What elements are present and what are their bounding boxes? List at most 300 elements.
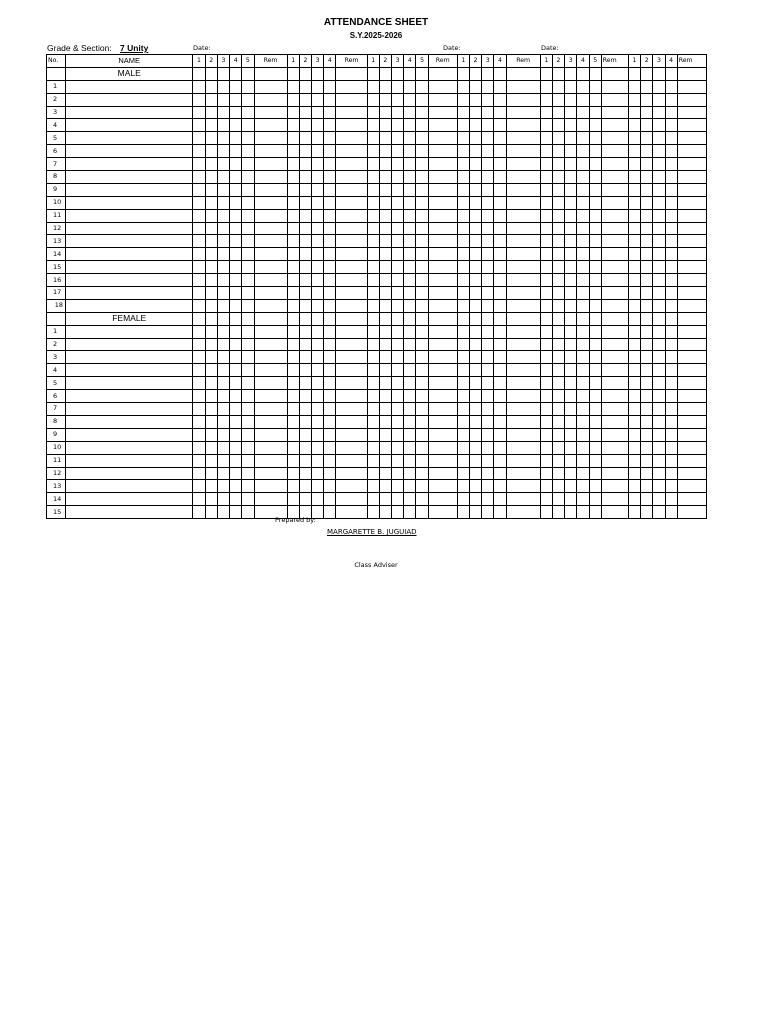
attendance-cell	[391, 428, 403, 441]
attendance-cell	[367, 506, 379, 519]
attendance-cell	[653, 158, 665, 171]
attendance-cell	[367, 171, 379, 184]
attendance-cell	[469, 338, 481, 351]
attendance-cell	[565, 132, 577, 145]
attendance-cell	[193, 377, 205, 390]
attendance-cell	[379, 171, 391, 184]
student-name-cell	[66, 158, 193, 171]
remarks-cell	[336, 171, 367, 184]
attendance-cell	[312, 390, 324, 403]
attendance-cell	[653, 299, 665, 312]
attendance-cell	[324, 287, 336, 300]
remarks-cell	[677, 364, 706, 377]
attendance-cell	[242, 312, 254, 325]
remarks-cell	[506, 428, 540, 441]
student-name-cell	[66, 480, 193, 493]
attendance-cell	[589, 428, 601, 441]
attendance-cell	[242, 454, 254, 467]
attendance-cell	[242, 158, 254, 171]
attendance-cell	[628, 222, 640, 235]
attendance-cell	[205, 209, 217, 222]
remarks-cell	[336, 415, 367, 428]
attendance-cell	[469, 287, 481, 300]
attendance-cell	[457, 299, 469, 312]
column-header-rem: Rem	[428, 55, 457, 68]
attendance-cell	[404, 351, 416, 364]
attendance-cell	[665, 145, 677, 158]
remarks-cell	[254, 106, 287, 119]
attendance-cell	[653, 454, 665, 467]
attendance-cell	[628, 287, 640, 300]
attendance-cell	[312, 183, 324, 196]
attendance-cell	[641, 390, 653, 403]
attendance-cell	[287, 390, 299, 403]
attendance-cell	[641, 480, 653, 493]
remarks-cell	[336, 158, 367, 171]
attendance-cell	[641, 403, 653, 416]
column-header-day: 2	[641, 55, 653, 68]
attendance-cell	[641, 325, 653, 338]
attendance-cell	[404, 441, 416, 454]
attendance-cell	[540, 80, 552, 93]
attendance-cell	[540, 132, 552, 145]
attendance-cell	[482, 312, 494, 325]
remarks-cell	[601, 377, 628, 390]
remarks-cell	[254, 132, 287, 145]
remarks-cell	[677, 209, 706, 222]
table-row	[47, 235, 707, 248]
attendance-cell	[287, 351, 299, 364]
attendance-cell	[299, 274, 311, 287]
attendance-cell	[589, 299, 601, 312]
attendance-cell	[217, 467, 229, 480]
attendance-cell	[367, 428, 379, 441]
attendance-cell	[628, 299, 640, 312]
attendance-cell	[469, 67, 481, 80]
student-name-cell	[66, 209, 193, 222]
remarks-cell	[336, 338, 367, 351]
row-number: 17	[47, 287, 66, 300]
attendance-cell	[230, 325, 242, 338]
attendance-cell	[482, 93, 494, 106]
attendance-cell	[205, 441, 217, 454]
attendance-cell	[391, 338, 403, 351]
attendance-cell	[391, 390, 403, 403]
column-header-day: 4	[230, 55, 242, 68]
attendance-cell	[205, 119, 217, 132]
attendance-cell	[324, 67, 336, 80]
attendance-cell	[217, 364, 229, 377]
attendance-cell	[193, 441, 205, 454]
remarks-cell	[601, 261, 628, 274]
attendance-cell	[589, 377, 601, 390]
attendance-cell	[205, 493, 217, 506]
attendance-cell	[287, 196, 299, 209]
attendance-cell	[482, 299, 494, 312]
remarks-cell	[254, 183, 287, 196]
attendance-cell	[628, 338, 640, 351]
row-number: 18	[47, 299, 66, 312]
attendance-cell	[193, 415, 205, 428]
column-header-no: No.	[47, 55, 66, 68]
attendance-cell	[540, 377, 552, 390]
column-header-name: NAME	[66, 55, 193, 68]
attendance-cell	[217, 428, 229, 441]
student-name-cell	[66, 222, 193, 235]
attendance-cell	[653, 106, 665, 119]
attendance-cell	[628, 312, 640, 325]
attendance-cell	[494, 467, 506, 480]
attendance-cell	[367, 467, 379, 480]
attendance-cell	[457, 145, 469, 158]
attendance-cell	[589, 119, 601, 132]
attendance-cell	[324, 493, 336, 506]
remarks-cell	[506, 80, 540, 93]
attendance-cell	[494, 261, 506, 274]
attendance-cell	[653, 145, 665, 158]
row-number: 1	[47, 325, 66, 338]
attendance-cell	[217, 274, 229, 287]
attendance-cell	[391, 480, 403, 493]
attendance-cell	[565, 196, 577, 209]
attendance-cell	[565, 248, 577, 261]
row-number: 8	[47, 171, 66, 184]
remarks-cell	[601, 454, 628, 467]
attendance-cell	[217, 183, 229, 196]
attendance-cell	[404, 196, 416, 209]
attendance-cell	[230, 377, 242, 390]
remarks-cell	[336, 235, 367, 248]
attendance-cell	[404, 93, 416, 106]
attendance-cell	[391, 441, 403, 454]
attendance-cell	[565, 493, 577, 506]
student-name-cell	[66, 274, 193, 287]
attendance-cell	[540, 222, 552, 235]
prepared-by-label: Prepared by:	[275, 516, 316, 524]
attendance-cell	[391, 67, 403, 80]
attendance-cell	[217, 261, 229, 274]
attendance-cell	[469, 493, 481, 506]
attendance-cell	[469, 506, 481, 519]
remarks-cell	[428, 377, 457, 390]
attendance-cell	[416, 428, 428, 441]
column-header-rem: Rem	[677, 55, 706, 68]
attendance-cell	[494, 222, 506, 235]
attendance-cell	[482, 415, 494, 428]
remarks-cell	[506, 312, 540, 325]
attendance-cell	[287, 364, 299, 377]
attendance-cell	[589, 248, 601, 261]
remarks-cell	[428, 415, 457, 428]
attendance-cell	[552, 390, 564, 403]
attendance-cell	[230, 67, 242, 80]
attendance-cell	[312, 145, 324, 158]
attendance-cell	[641, 377, 653, 390]
attendance-cell	[404, 403, 416, 416]
attendance-cell	[641, 209, 653, 222]
remarks-cell	[506, 222, 540, 235]
attendance-cell	[469, 325, 481, 338]
attendance-cell	[287, 312, 299, 325]
table-row	[47, 441, 707, 454]
attendance-cell	[416, 196, 428, 209]
attendance-cell	[193, 145, 205, 158]
remarks-cell	[506, 403, 540, 416]
attendance-cell	[540, 171, 552, 184]
attendance-cell	[324, 415, 336, 428]
remarks-cell	[601, 106, 628, 119]
attendance-cell	[457, 196, 469, 209]
attendance-cell	[312, 222, 324, 235]
attendance-cell	[577, 145, 589, 158]
remarks-cell	[601, 428, 628, 441]
attendance-cell	[299, 248, 311, 261]
remarks-cell	[254, 209, 287, 222]
attendance-cell	[641, 299, 653, 312]
remarks-cell	[506, 364, 540, 377]
attendance-cell	[469, 467, 481, 480]
remarks-cell	[601, 274, 628, 287]
row-number: 3	[47, 106, 66, 119]
attendance-cell	[552, 171, 564, 184]
attendance-cell	[205, 454, 217, 467]
attendance-cell	[324, 325, 336, 338]
attendance-cell	[230, 467, 242, 480]
attendance-cell	[641, 506, 653, 519]
attendance-cell	[367, 132, 379, 145]
remarks-cell	[336, 441, 367, 454]
attendance-cell	[589, 364, 601, 377]
row-number: 16	[47, 274, 66, 287]
remarks-cell	[677, 467, 706, 480]
attendance-cell	[367, 441, 379, 454]
attendance-cell	[540, 196, 552, 209]
attendance-cell	[312, 158, 324, 171]
attendance-cell	[577, 80, 589, 93]
remarks-cell	[428, 274, 457, 287]
attendance-cell	[287, 274, 299, 287]
attendance-cell	[552, 132, 564, 145]
column-header-day: 3	[312, 55, 324, 68]
attendance-cell	[628, 119, 640, 132]
attendance-cell	[457, 235, 469, 248]
attendance-cell	[391, 158, 403, 171]
attendance-cell	[641, 235, 653, 248]
attendance-cell	[494, 235, 506, 248]
attendance-cell	[577, 480, 589, 493]
remarks-cell	[506, 235, 540, 248]
attendance-cell	[299, 428, 311, 441]
attendance-cell	[577, 506, 589, 519]
remarks-cell	[336, 364, 367, 377]
attendance-cell	[641, 196, 653, 209]
attendance-cell	[416, 80, 428, 93]
remarks-cell	[336, 299, 367, 312]
attendance-cell	[665, 441, 677, 454]
attendance-cell	[324, 454, 336, 467]
attendance-cell	[299, 261, 311, 274]
attendance-cell	[494, 312, 506, 325]
attendance-cell	[287, 158, 299, 171]
remarks-cell	[601, 67, 628, 80]
attendance-cell	[641, 261, 653, 274]
attendance-cell	[589, 403, 601, 416]
attendance-cell	[589, 312, 601, 325]
attendance-cell	[217, 235, 229, 248]
attendance-cell	[589, 261, 601, 274]
attendance-cell	[312, 351, 324, 364]
remarks-cell	[336, 209, 367, 222]
row-number: 13	[47, 480, 66, 493]
remarks-cell	[254, 441, 287, 454]
attendance-cell	[205, 132, 217, 145]
attendance-cell	[653, 493, 665, 506]
attendance-cell	[299, 351, 311, 364]
attendance-cell	[205, 171, 217, 184]
attendance-cell	[540, 403, 552, 416]
attendance-cell	[540, 158, 552, 171]
attendance-cell	[577, 428, 589, 441]
attendance-cell	[457, 287, 469, 300]
attendance-cell	[540, 454, 552, 467]
attendance-cell	[665, 351, 677, 364]
attendance-cell	[628, 274, 640, 287]
remarks-cell	[428, 506, 457, 519]
attendance-cell	[324, 158, 336, 171]
attendance-cell	[312, 171, 324, 184]
attendance-cell	[242, 171, 254, 184]
attendance-cell	[324, 364, 336, 377]
attendance-cell	[653, 119, 665, 132]
attendance-cell	[287, 377, 299, 390]
attendance-cell	[482, 467, 494, 480]
attendance-cell	[367, 93, 379, 106]
attendance-cell	[552, 209, 564, 222]
attendance-cell	[205, 80, 217, 93]
attendance-cell	[665, 415, 677, 428]
attendance-cell	[653, 93, 665, 106]
attendance-cell	[665, 171, 677, 184]
attendance-cell	[469, 312, 481, 325]
attendance-cell	[565, 428, 577, 441]
attendance-cell	[653, 506, 665, 519]
attendance-cell	[589, 106, 601, 119]
attendance-cell	[193, 274, 205, 287]
attendance-cell	[312, 261, 324, 274]
attendance-cell	[230, 106, 242, 119]
attendance-cell	[287, 171, 299, 184]
remarks-cell	[336, 403, 367, 416]
attendance-cell	[379, 480, 391, 493]
attendance-cell	[416, 132, 428, 145]
column-header-day: 2	[205, 55, 217, 68]
remarks-cell	[506, 171, 540, 184]
attendance-cell	[628, 390, 640, 403]
attendance-cell	[653, 390, 665, 403]
attendance-cell	[552, 261, 564, 274]
attendance-cell	[494, 493, 506, 506]
attendance-cell	[457, 441, 469, 454]
column-header-rem: Rem	[336, 55, 367, 68]
attendance-cell	[494, 480, 506, 493]
attendance-cell	[404, 312, 416, 325]
attendance-cell	[565, 377, 577, 390]
attendance-cell	[641, 106, 653, 119]
attendance-cell	[379, 467, 391, 480]
attendance-cell	[205, 196, 217, 209]
attendance-cell	[665, 454, 677, 467]
remarks-cell	[336, 119, 367, 132]
attendance-cell	[540, 351, 552, 364]
attendance-cell	[367, 209, 379, 222]
attendance-cell	[653, 222, 665, 235]
attendance-cell	[230, 196, 242, 209]
remarks-cell	[677, 428, 706, 441]
attendance-cell	[324, 183, 336, 196]
attendance-cell	[242, 248, 254, 261]
student-name-cell	[66, 364, 193, 377]
attendance-cell	[230, 415, 242, 428]
attendance-cell	[391, 312, 403, 325]
attendance-cell	[494, 390, 506, 403]
attendance-cell	[653, 274, 665, 287]
attendance-cell	[482, 428, 494, 441]
row-number: 1	[47, 80, 66, 93]
attendance-cell	[404, 274, 416, 287]
attendance-cell	[565, 93, 577, 106]
table-row	[47, 222, 707, 235]
column-header-day: 1	[193, 55, 205, 68]
attendance-cell	[653, 480, 665, 493]
remarks-cell	[677, 171, 706, 184]
attendance-cell	[205, 274, 217, 287]
attendance-cell	[665, 222, 677, 235]
attendance-cell	[469, 274, 481, 287]
attendance-cell	[312, 467, 324, 480]
attendance-cell	[299, 287, 311, 300]
attendance-cell	[205, 480, 217, 493]
remarks-cell	[428, 248, 457, 261]
attendance-cell	[193, 428, 205, 441]
remarks-cell	[254, 67, 287, 80]
attendance-cell	[540, 364, 552, 377]
remarks-cell	[428, 67, 457, 80]
attendance-cell	[540, 261, 552, 274]
remarks-cell	[601, 480, 628, 493]
attendance-cell	[324, 351, 336, 364]
attendance-cell	[494, 454, 506, 467]
remarks-cell	[254, 415, 287, 428]
attendance-cell	[641, 312, 653, 325]
attendance-cell	[589, 171, 601, 184]
attendance-cell	[457, 364, 469, 377]
remarks-cell	[601, 312, 628, 325]
remarks-cell	[601, 222, 628, 235]
attendance-cell	[641, 467, 653, 480]
attendance-cell	[641, 248, 653, 261]
group-header-row	[47, 67, 707, 80]
attendance-cell	[416, 261, 428, 274]
attendance-cell	[404, 325, 416, 338]
remarks-cell	[336, 222, 367, 235]
attendance-cell	[217, 106, 229, 119]
attendance-cell	[653, 171, 665, 184]
attendance-cell	[482, 248, 494, 261]
attendance-cell	[540, 248, 552, 261]
attendance-cell	[482, 493, 494, 506]
attendance-cell	[565, 158, 577, 171]
attendance-cell	[665, 80, 677, 93]
